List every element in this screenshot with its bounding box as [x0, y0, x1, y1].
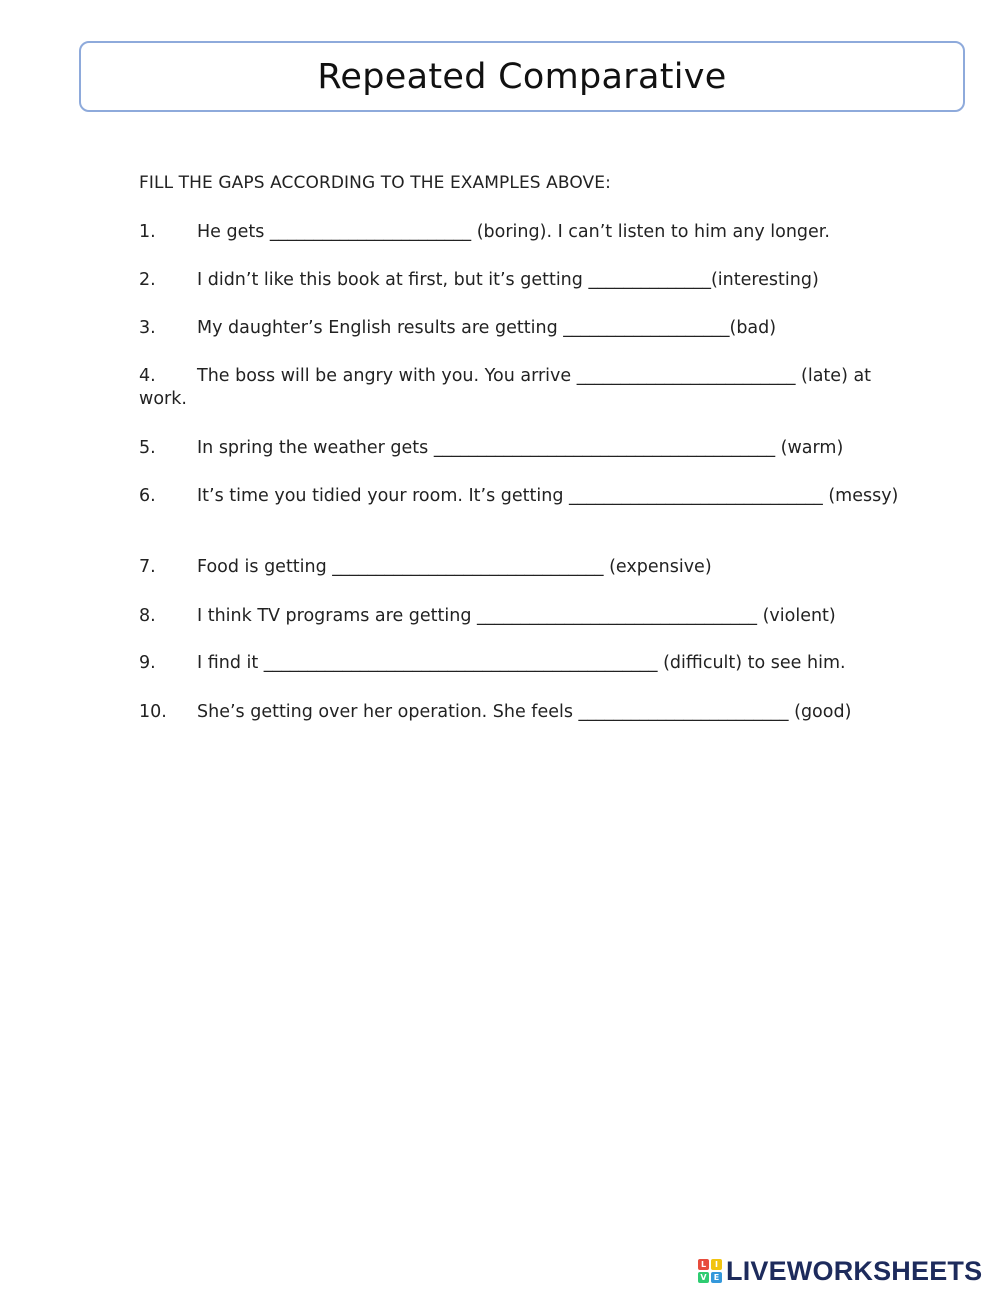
exercise-text: He gets _______________________ (boring). I can’t listen to him any longer. [197, 222, 830, 242]
exercise-number: 1. [139, 222, 156, 242]
exercise-item [139, 365, 914, 411]
exercise-item [139, 556, 914, 579]
logo-block: L [698, 1259, 709, 1270]
exercise-number: 10. [139, 702, 167, 722]
logo-text: LIVEWORKSHEETS [726, 1255, 983, 1286]
exercise-text: The boss will be angry with you. You arrive _________________________ (late) at work. [139, 366, 872, 409]
title-box [79, 41, 965, 112]
liveworksheets-logo [698, 1255, 982, 1287]
exercise-text: Food is getting _______________________________ (expensive) [197, 557, 712, 577]
exercise-number: 6. [139, 486, 156, 506]
exercise-item [139, 485, 914, 508]
exercise-number: 9. [139, 653, 156, 673]
exercise-text: She’s getting over her operation. She feels ________________________ (good) [197, 702, 852, 722]
exercise-item [139, 221, 914, 244]
exercise-text: It’s time you tidied your room. It’s getting _____________________________ (messy) [197, 486, 899, 506]
exercise-item [139, 317, 914, 340]
exercise-text: I didn’t like this book at first, but it’s getting ______________(interesting) [197, 270, 819, 290]
logo-block: I [711, 1259, 722, 1270]
exercise-text: My daughter’s English results are getting ___________________(bad) [197, 318, 777, 338]
exercise-number: 3. [139, 318, 156, 338]
logo-blocks-icon [698, 1259, 722, 1283]
exercise-number: 4. [139, 366, 156, 386]
logo-block: E [711, 1272, 722, 1283]
exercise-item [139, 605, 914, 628]
exercise-number: 5. [139, 438, 156, 458]
exercise-text: I find it _____________________________________________ (difficult) to see him. [197, 653, 846, 673]
exercise-item [139, 652, 914, 675]
exercise-number: 7. [139, 557, 156, 577]
logo-block: V [698, 1272, 709, 1283]
exercise-text: I think TV programs are getting ________________________________ (violent) [197, 606, 836, 626]
exercise-text: In spring the weather gets _______________________________________ (warm) [197, 438, 844, 458]
exercise-item [139, 701, 914, 724]
instructions: FILL THE GAPS ACCORDING TO THE EXAMPLES ABOVE: [139, 173, 611, 193]
exercise-item [139, 269, 914, 292]
page-title: Repeated Comparative [317, 56, 727, 97]
exercise-number: 8. [139, 606, 156, 626]
exercise-item [139, 437, 914, 460]
exercise-number: 2. [139, 270, 156, 290]
